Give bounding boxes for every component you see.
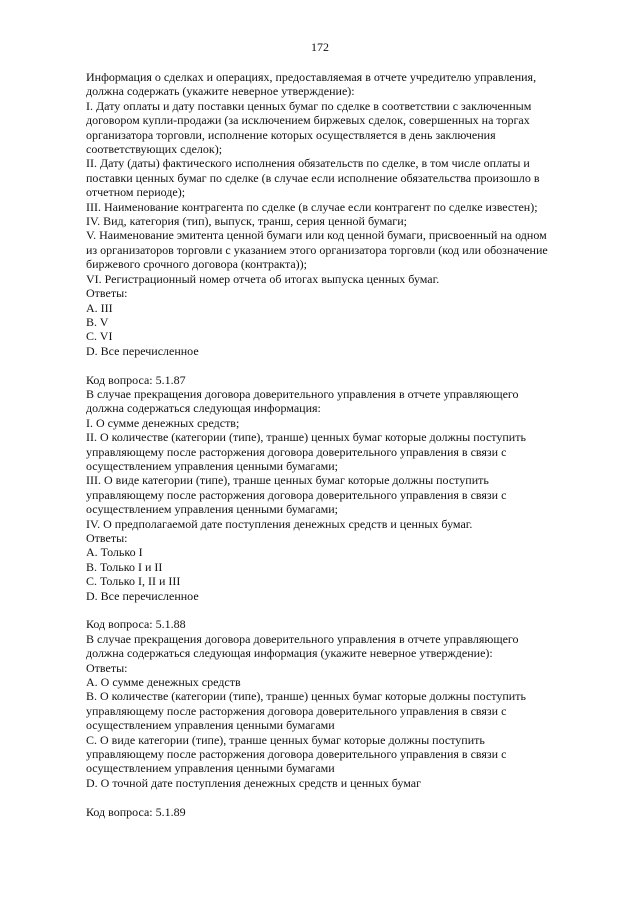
question-text-line: биржевого срочного договора (контракта)); <box>86 257 307 272</box>
answer-option: D. Все перечисленное <box>86 588 199 603</box>
answer-option: A. Только I <box>86 545 143 560</box>
block-spacer <box>86 358 586 372</box>
question-block <box>86 70 586 358</box>
question-block <box>86 617 586 790</box>
answer-option: управляющему после расторжения договора доверительного управления в связи с <box>86 747 507 762</box>
answers-label: Ответы: <box>86 286 128 301</box>
question-text-line: I. Дату оплаты и дату поставки ценных бумаг по сделке в соответствии с заключенным <box>86 98 532 113</box>
answer-option: осуществлением управления ценными бумагами <box>86 718 335 733</box>
question-text-line: V. Наименование эмитента ценной бумаги или код ценной бумаги, присвоенный на одном <box>86 228 547 243</box>
question-text-line: управляющему после расторжения договора доверительного управления в связи с <box>86 487 507 502</box>
question-text-line: должна содержаться следующая информация: <box>86 401 321 416</box>
answer-option: C. О виде категории (типе), транше ценных бумаг которые должны поступить <box>86 732 485 747</box>
answer-option: осуществлением управления ценными бумагами <box>86 761 335 776</box>
page-content <box>86 70 586 819</box>
question-text-line: VI. Регистрационный номер отчета об итогах выпуска ценных бумаг. <box>86 271 440 286</box>
answers-label: Ответы: <box>86 530 128 545</box>
answer-option: C. Только I, II и III <box>86 574 181 589</box>
answer-option: A. III <box>86 300 113 315</box>
question-text-line: должна содержать (укажите неверное утверждение): <box>86 84 355 99</box>
question-text-line: управляющему после расторжения договора доверительного управления в связи с <box>86 444 507 459</box>
question-text-line: II. О количестве (категории (типе), транше) ценных бумаг которые должны поступить <box>86 430 526 445</box>
answer-option: управляющему после расторжения договора доверительного управления в связи с <box>86 703 507 718</box>
question-code: Код вопроса: 5.1.89 <box>86 804 186 819</box>
block-spacer <box>86 790 586 804</box>
question-text-line: В случае прекращения договора доверительного управления в отчете управляющего <box>86 386 519 401</box>
question-block <box>86 805 586 819</box>
question-text-line: осуществлением управления ценными бумагами; <box>86 502 339 517</box>
question-text-line: поставки ценных бумаг по сделке (в случае если исполнение обязательства произошло в <box>86 170 540 185</box>
answers-label: Ответы: <box>86 660 128 675</box>
question-text-line: II. Дату (даты) фактического исполнения обязательств по сделке, в том числе оплаты и <box>86 156 530 171</box>
question-text-line: III. Наименование контрагента по сделке (в случае если контрагент по сделке известен); <box>86 199 538 214</box>
question-code: Код вопроса: 5.1.87 <box>86 372 186 387</box>
question-block <box>86 373 586 604</box>
question-text-line: из организаторов торговли с указанием этого организатора торговли (код или обозначение <box>86 242 548 257</box>
page-number: 172 <box>311 40 329 54</box>
question-code: Код вопроса: 5.1.88 <box>86 617 186 632</box>
answer-option: A. О сумме денежных средств <box>86 675 241 690</box>
answer-option: B. Только I и II <box>86 559 163 574</box>
answer-option: D. Все перечисленное <box>86 343 199 358</box>
question-text-line: В случае прекращения договора доверительного управления в отчете управляющего <box>86 631 519 646</box>
question-text-line: Информация о сделках и операциях, предоставляемая в отчете учредителю управления, <box>86 70 537 84</box>
question-text-line: III. О виде категории (типе), транше ценных бумаг которые должны поступить <box>86 473 489 488</box>
question-text-line: отчетном периоде); <box>86 185 186 200</box>
question-text-line: договором купли-продажи (за исключением биржевых сделок, совершенных на торгах <box>86 113 530 128</box>
question-text-line: IV. Вид, категория (тип), выпуск, транш, серия ценной бумаги; <box>86 214 407 229</box>
question-text-line: осуществлением управления ценными бумагами; <box>86 458 339 473</box>
question-text-line: I. О сумме денежных средств; <box>86 415 240 430</box>
question-text-line: должна содержаться следующая информация (укажите неверное утверждение): <box>86 646 493 661</box>
question-text-line: IV. О предполагаемой дате поступления денежных средств и ценных бумаг. <box>86 516 473 531</box>
answer-option: B. О количестве (категории (типе), транше) ценных бумаг которые должны поступить <box>86 689 526 704</box>
question-text-line: соответствующих сделок); <box>86 142 223 157</box>
question-text-line: организатора торговли, исполнение которых осуществляется в день заключения <box>86 127 496 142</box>
answer-option: B. V <box>86 314 109 329</box>
answer-option: D. О точной дате поступления денежных средств и ценных бумаг <box>86 775 422 790</box>
answer-option: C. VI <box>86 329 113 344</box>
block-spacer <box>86 603 586 617</box>
